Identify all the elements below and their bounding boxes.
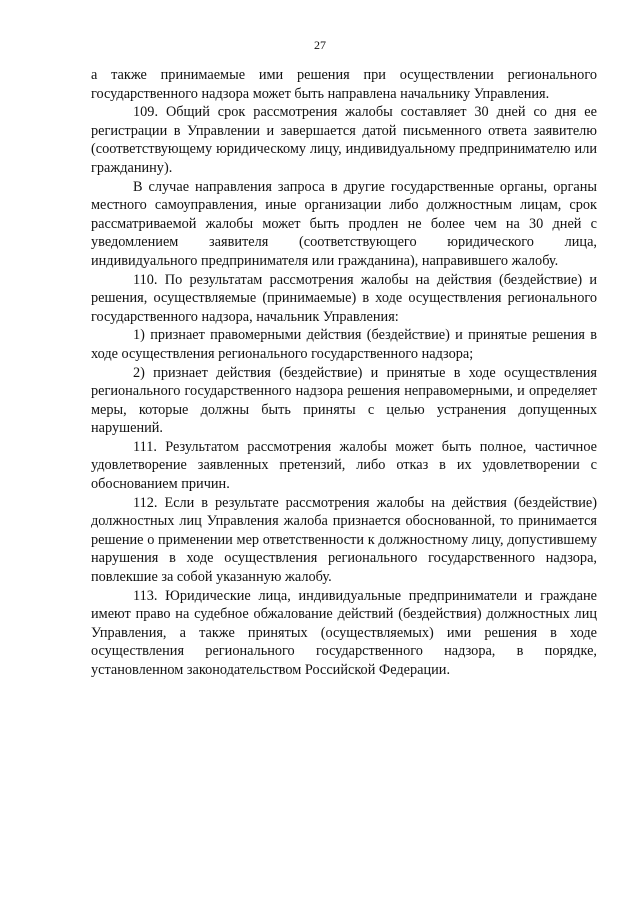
paragraph-extension: В случае направления запроса в другие государственные органы, органы местного самоуправления, иные организации либо должностным лицам, срок рассматриваемой жалобы может быть продлен не более чем на 30 дней с уведомлением заявителя (соответствующего юридического лица, индивидуального предпринимателя или гражданина), направившего жалобу. — [91, 178, 597, 269]
paragraph-110-item-1: 1) признает правомерными действия (бездействие) и принятые решения в ходе осуществления регионального государственного надзора; — [91, 327, 597, 362]
paragraph-113: 113. Юридические лица, индивидуальные предприниматели и граждане имеют право на судебное обжалование действий (бездействия) должностных лиц Управления, а также принятых (осуществляемых) ими решения в ходе осуществления регионального государственного надзора, в порядке, установленном законодательством Российской Федерации. — [91, 587, 597, 678]
paragraph-109: 109. Общий срок рассмотрения жалобы составляет 30 дней со дня ее регистрации в Управлении и завершается датой письменного ответа заявителю (соответствующему юридическому лицу, индивидуальному предпринимателю или гражданину). — [91, 104, 597, 176]
paragraph-110: 110. По результатам рассмотрения жалобы на действия (бездействие) и решения, осуществляемые (принимаемые) в ходе осуществления регионального государственного надзора, начальник Управления: — [91, 271, 597, 325]
paragraph-continuation: а также принимаемые ими решения при осуществлении регионального государственного надзора может быть направлена начальнику Управления. — [91, 67, 597, 102]
document-body — [91, 66, 597, 680]
paragraph-111: 111. Результатом рассмотрения жалобы может быть полное, частичное удовлетворение заявленных претензий, либо отказ в их удовлетворении с обоснованием причин. — [91, 438, 597, 493]
page-number: 27 — [314, 38, 326, 52]
paragraph-112: 112. Если в результате рассмотрения жалобы на действия (бездействие) должностных лиц Управления жалоба признается обоснованной, то принимается решение о применении мер ответственности к должностному лицу, допустившему нарушения в ходе осуществления регионального государственного надзора, повлекшие за собой указанную жалобу. — [91, 494, 597, 586]
paragraph-110-item-2: 2) признает действия (бездействие) и принятые в ходе осуществления регионального государственного надзора решения неправомерными, и определяет меры, которые должны быть приняты с целью устранения допущенных нарушений. — [91, 364, 597, 437]
